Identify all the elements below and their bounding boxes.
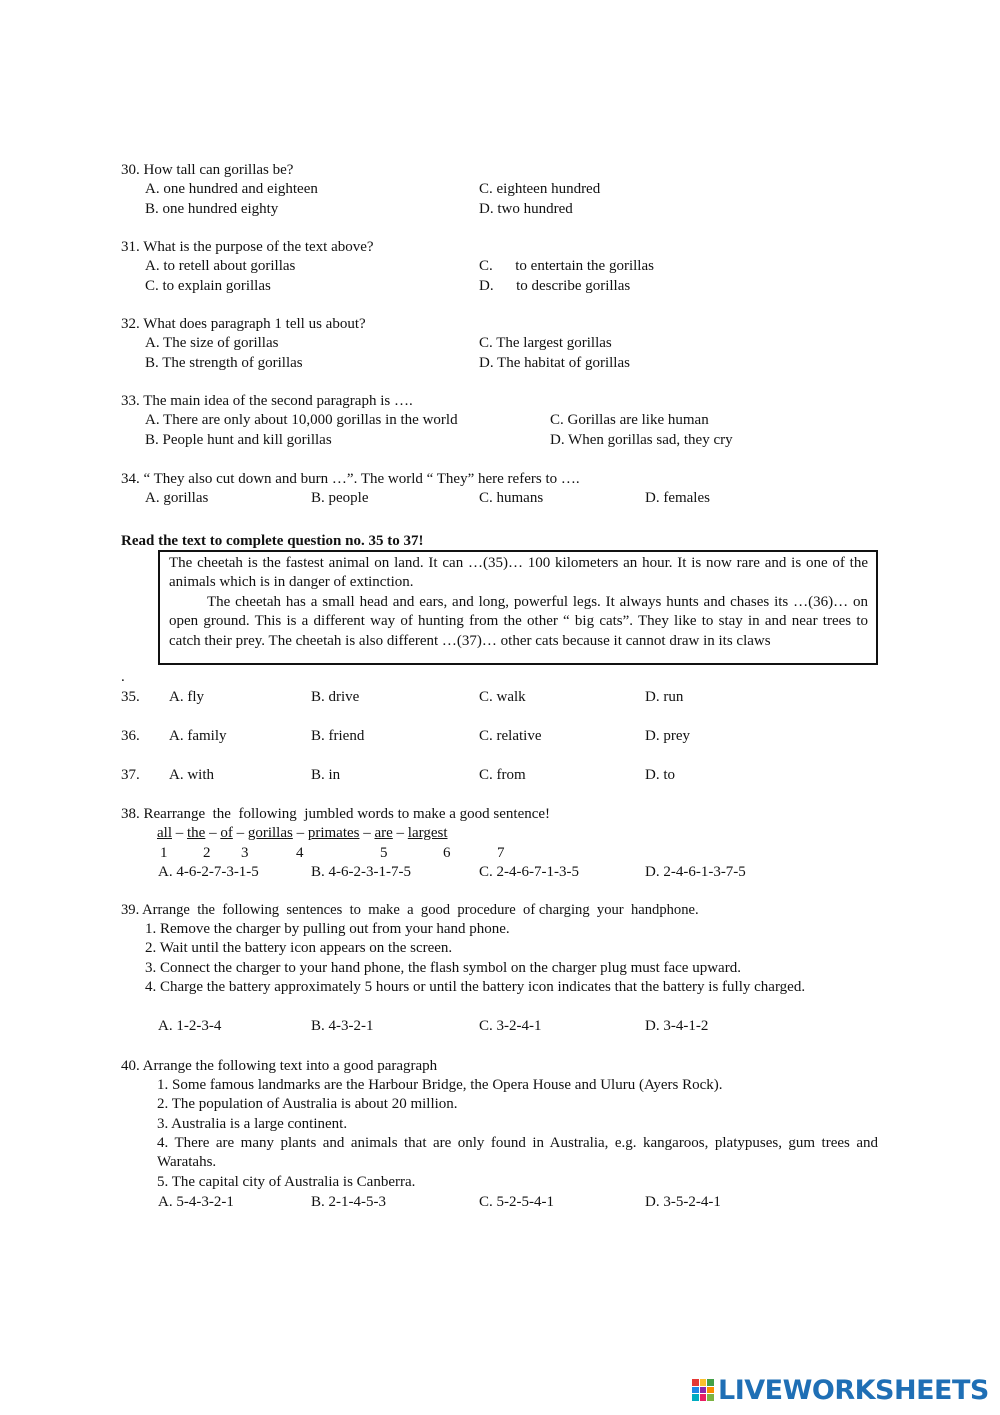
- q30-option-c: C. eighteen hundred: [479, 181, 601, 197]
- q30-option-d: D. two hundred: [479, 201, 573, 217]
- q39-step-4: 4. Charge the battery approximately 5 hours or until the battery icon indicates that the battery is fully charged.: [145, 979, 806, 995]
- liveworksheets-logo[interactable]: [692, 1376, 989, 1404]
- q40-option-c: C. 5-2-5-4-1: [479, 1194, 554, 1210]
- q40-sentence-4: 4. There are many plants and animals that are only found in Australia, e.g. kangaroos, platypuses, gum trees and Waratahs.: [157, 1135, 878, 1170]
- q36-option-d: D. prey: [645, 728, 690, 744]
- q38-jumbled-words: [157, 824, 448, 843]
- word-number-2: 2: [203, 845, 211, 861]
- q39-step-3: 3. Connect the charger to your hand phone, the flash symbol on the charger plug must face upward.: [145, 960, 741, 976]
- q40-sentence-2: 2. The population of Australia is about 20 million.: [157, 1096, 458, 1112]
- q38-stem: 38. Rearrange the following jumbled words to make a good sentence!: [121, 806, 551, 822]
- stray-period: .: [121, 669, 125, 685]
- q35-option-d: D. run: [645, 689, 684, 705]
- q40-sentence-1: 1. Some famous landmarks are the Harbour Bridge, the Opera House and Uluru (Ayers Rock).: [157, 1077, 723, 1093]
- q30-option-a: A. one hundred and eighteen: [145, 181, 318, 197]
- q30-option-b: B. one hundred eighty: [145, 201, 279, 217]
- liveworksheets-wordmark: LIVEWORKSHEETS: [718, 1374, 989, 1406]
- word-3: of: [220, 825, 233, 841]
- word-5: primates: [307, 825, 360, 841]
- separator: –: [296, 825, 305, 841]
- q36-option-a: A. family: [169, 728, 227, 744]
- q30-stem: 30. How tall can gorillas be?: [121, 162, 294, 178]
- reading-instruction: Read the text to complete question no. 35 to 37!: [121, 533, 424, 549]
- separator: –: [236, 825, 245, 841]
- q39-option-b: B. 4-3-2-1: [311, 1018, 374, 1034]
- q31-stem: 31. What is the purpose of the text above?: [121, 239, 374, 255]
- separator: –: [396, 825, 405, 841]
- word-number-4: 4: [296, 845, 304, 861]
- q31-option-b: C. to explain gorillas: [145, 278, 271, 294]
- cheetah-passage: [158, 550, 878, 665]
- q39-step-1: 1. Remove the charger by pulling out from your hand phone.: [145, 921, 510, 937]
- q31-option-d: D. to describe gorillas: [479, 278, 631, 294]
- word-7: largest: [407, 825, 448, 841]
- q36-number: 36.: [121, 728, 140, 744]
- q33-stem: 33. The main idea of the second paragraph is ….: [121, 393, 413, 409]
- q35-option-b: B. drive: [311, 689, 360, 705]
- q35-option-a: A. fly: [169, 689, 204, 705]
- q34-option-b: B. people: [311, 490, 369, 506]
- q34-option-a: A. gorillas: [145, 490, 209, 506]
- q32-option-d: D. The habitat of gorillas: [479, 355, 630, 371]
- q33-option-c: C. Gorillas are like human: [550, 412, 709, 428]
- q34-option-d: D. females: [645, 490, 710, 506]
- q38-option-a: A. 4-6-2-7-3-1-5: [158, 864, 259, 880]
- word-number-6: 6: [443, 845, 451, 861]
- word-number-7: 7: [497, 845, 505, 861]
- word-2: the: [187, 825, 206, 841]
- liveworksheets-mark-icon: [692, 1379, 714, 1401]
- q31-option-c: C. to entertain the gorillas: [479, 258, 654, 274]
- word-number-1: 1: [160, 845, 168, 861]
- q40-sentence-5: 5. The capital city of Australia is Canberra.: [157, 1174, 416, 1190]
- q34-option-c: C. humans: [479, 490, 544, 506]
- passage-paragraph-1: The cheetah is the fastest animal on land. It can …(35)… 100 kilometers an hour. It is now rare and is one of the animals which is in danger of extinction.: [169, 555, 868, 591]
- q32-option-a: A. The size of gorillas: [145, 335, 279, 351]
- q38-option-d: D. 2-4-6-1-3-7-5: [645, 864, 746, 880]
- word-1: all: [157, 825, 172, 841]
- q40-option-d: D. 3-5-2-4-1: [645, 1194, 721, 1210]
- q37-option-a: A. with: [169, 767, 214, 783]
- q36-option-b: B. friend: [311, 728, 365, 744]
- q39-option-d: D. 3-4-1-2: [645, 1018, 709, 1034]
- q38-option-c: C. 2-4-6-7-1-3-5: [479, 864, 579, 880]
- q37-option-c: C. from: [479, 767, 526, 783]
- q40-option-b: B. 2-1-4-5-3: [311, 1194, 386, 1210]
- separator: –: [363, 825, 371, 841]
- q36-option-c: C. relative: [479, 728, 542, 744]
- q32-stem: 32. What does paragraph 1 tell us about?: [121, 316, 366, 332]
- q33-option-b: B. People hunt and kill gorillas: [145, 432, 332, 448]
- q40-option-a: A. 5-4-3-2-1: [158, 1194, 234, 1210]
- q39-option-c: C. 3-2-4-1: [479, 1018, 542, 1034]
- q37-number: 37.: [121, 767, 140, 783]
- q38-option-b: B. 4-6-2-3-1-7-5: [311, 864, 411, 880]
- q32-option-b: B. The strength of gorillas: [145, 355, 303, 371]
- word-number-3: 3: [241, 845, 249, 861]
- q39-option-a: A. 1-2-3-4: [158, 1018, 222, 1034]
- q31-option-a: A. to retell about gorillas: [145, 258, 296, 274]
- word-number-5: 5: [380, 845, 388, 861]
- q34-stem: 34. “ They also cut down and burn …”. The world “ They” here refers to ….: [121, 471, 580, 487]
- q33-option-a: A. There are only about 10,000 gorillas in the world: [145, 412, 458, 428]
- separator: –: [175, 825, 184, 841]
- q37-option-d: D. to: [645, 767, 675, 783]
- q37-option-b: B. in: [311, 767, 341, 783]
- q40-stem: 40. Arrange the following text into a good paragraph: [121, 1058, 438, 1074]
- passage-paragraph-2: The cheetah has a small head and ears, and long, powerful legs. It always hunts and chases its …(36)… on open ground. This is a different way of hunting from the other “ big cats”. They like to stay in and near trees to catch their prey. The cheetah is also different …(37)… other cats because it cannot draw in its claws: [169, 593, 868, 649]
- q33-option-d: D. When gorillas sad, they cry: [550, 432, 733, 448]
- q39-step-2: 2. Wait until the battery icon appears on the screen.: [145, 940, 453, 956]
- q35-number: 35.: [121, 689, 140, 705]
- separator: –: [209, 825, 217, 841]
- q35-option-c: C. walk: [479, 689, 526, 705]
- word-4: gorillas: [247, 825, 293, 841]
- q40-sentence-3: 3. Australia is a large continent.: [157, 1116, 348, 1132]
- q32-option-c: C. The largest gorillas: [479, 335, 612, 351]
- word-6: are: [374, 825, 393, 841]
- q39-stem: 39. Arrange the following sentences to make a good procedure of charging your handphone.: [121, 902, 699, 918]
